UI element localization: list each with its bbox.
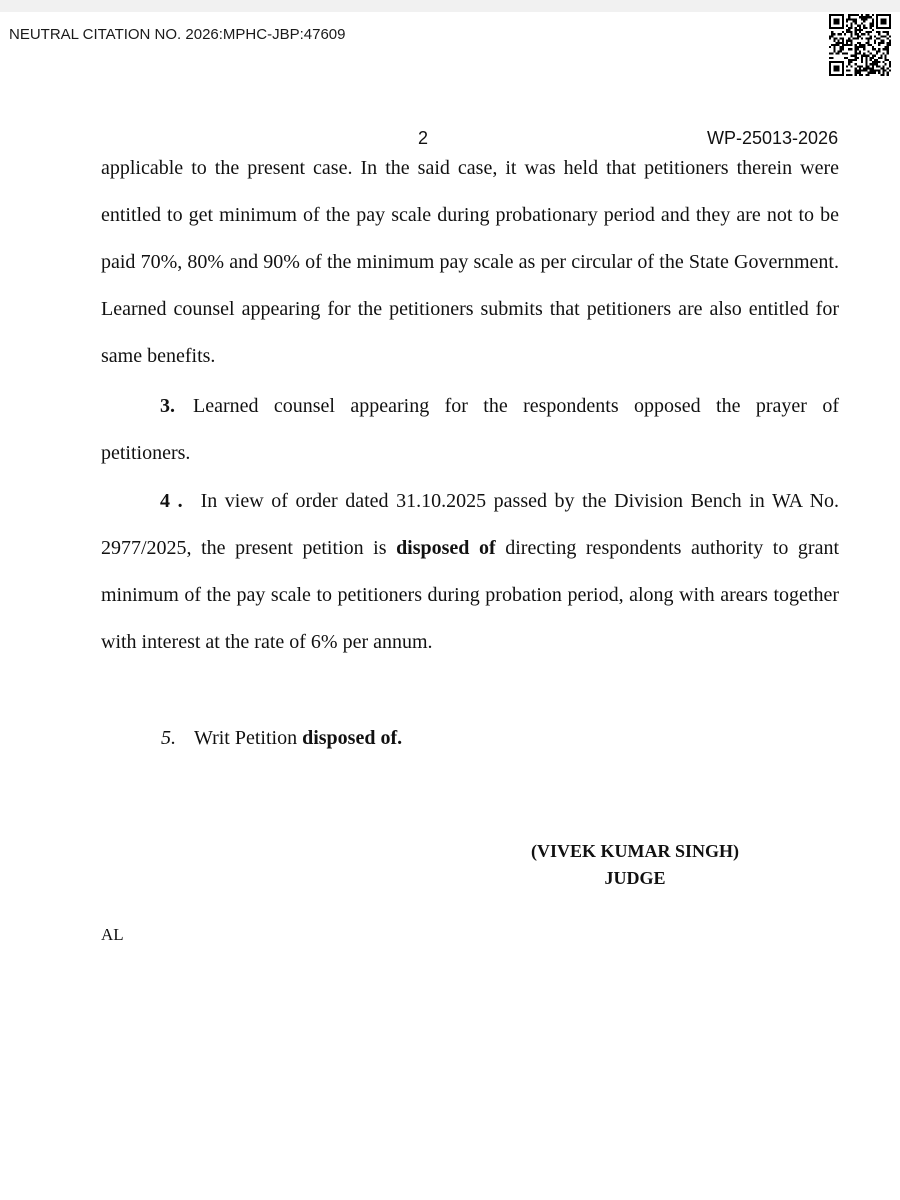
paragraph-4-text-before: In view of order dated 31.10.2025 passed by the Division Bench in WA No. 2977/2025, the present petition is [101, 490, 840, 559]
paragraph-4 [101, 478, 839, 666]
signature-block [520, 838, 750, 892]
top-strip [0, 0, 900, 12]
judge-name: (VIVEK KUMAR SINGH) [530, 841, 739, 861]
paragraph-5-bold: disposed of. [302, 727, 403, 749]
judge-designation: JUDGE [604, 868, 666, 888]
paragraph-3-text: Learned counsel appearing for the respondents opposed the prayer of petitioners. [101, 395, 839, 464]
paragraph-5-number: 5. [161, 727, 176, 749]
typist-initials: AL [101, 925, 124, 944]
paragraph-4-text-after: directing respondents authority to grant minimum of the pay scale to petitioners during probation period, along with arears together with interest at the rate of 6% per annum. [101, 537, 840, 653]
paragraph-3 [101, 383, 839, 477]
paragraph-continued: applicable to the present case. In the said case, it was held that petitioners therein were entitled to get minimum of the pay scale during probationary period and they are not to be paid 70%, 80% and 90% of the minimum pay scale as per circular of the State Government. Learned counsel appearing for the petitioners submits that petitioners are also entitled for same benefits. [101, 157, 839, 367]
qr-code-icon [828, 14, 892, 76]
neutral-citation: NEUTRAL CITATION NO. 2026:MPHC-JBP:47609 [9, 26, 346, 43]
paragraph-4-number: 4 . [160, 490, 183, 512]
paragraph-4-bold: disposed of [396, 537, 496, 559]
case-number: WP-25013-2026 [707, 128, 839, 148]
paragraph-5-text-before: Writ Petition [194, 727, 303, 749]
paragraph-5 [101, 715, 839, 762]
paragraph-3-number: 3. [160, 395, 175, 417]
page-number: 2 [418, 128, 429, 148]
